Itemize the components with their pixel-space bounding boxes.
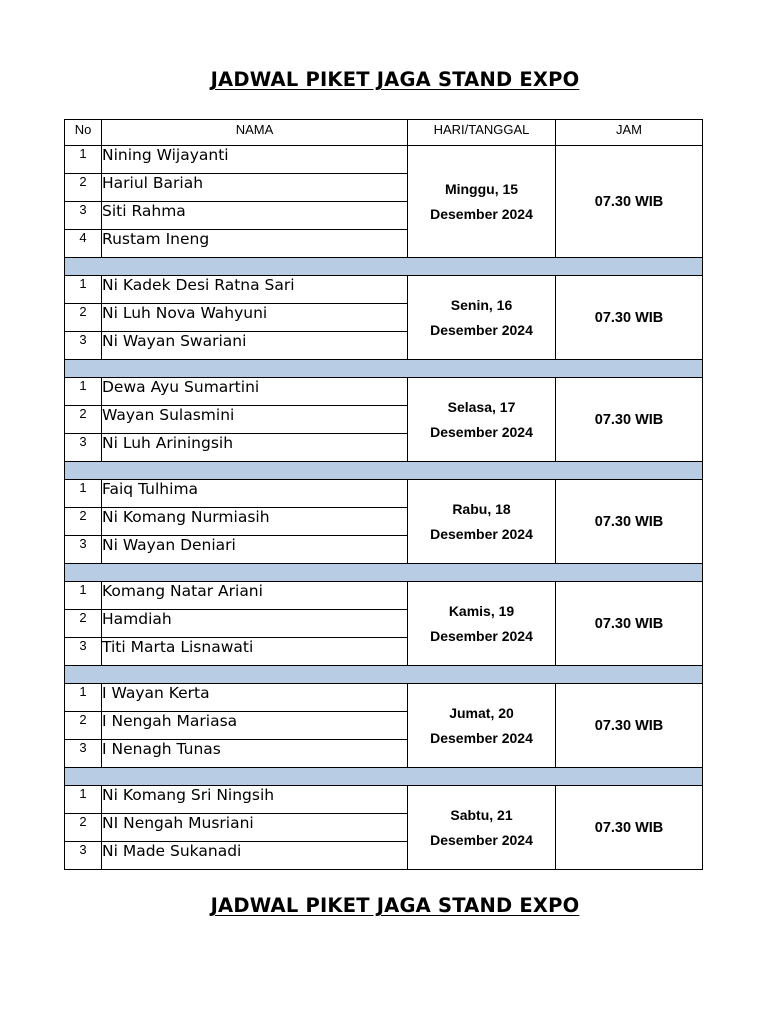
row-number: 1 [65,786,102,814]
member-name: I Nenagh Tunas [102,740,408,768]
separator-cell [65,360,703,378]
member-name: Ni Luh Ariningsih [102,434,408,462]
day-date-cell [408,582,556,666]
row-number: 4 [65,230,102,258]
day-date-cell [408,378,556,462]
member-name: NI Nengah Musriani [102,814,408,842]
row-number: 1 [65,276,102,304]
header-jam: JAM [556,120,703,146]
member-name: Hariul Bariah [102,174,408,202]
day-label: Selasa, 17 [447,398,516,415]
time-cell: 07.30 WIB [556,582,703,666]
table-row [65,582,703,610]
day-date-cell [408,480,556,564]
header-row [65,120,703,146]
group-separator [65,768,703,786]
member-name: Ni Komang Sri Ningsih [102,786,408,814]
member-name: Ni Wayan Deniari [102,536,408,564]
row-number: 3 [65,332,102,360]
member-name: Ni Kadek Desi Ratna Sari [102,276,408,304]
member-name: Dewa Ayu Sumartini [102,378,408,406]
member-name: Wayan Sulasmini [102,406,408,434]
time-cell: 07.30 WIB [556,480,703,564]
time-cell: 07.30 WIB [556,276,703,360]
day-label: Senin, 16 [450,296,513,313]
day-date-cell [408,786,556,870]
row-number: 2 [65,814,102,842]
member-name: Ni Luh Nova Wahyuni [102,304,408,332]
day-label: Sabtu, 21 [450,806,513,823]
member-name: I Nengah Mariasa [102,712,408,740]
day-date-cell [408,146,556,258]
time-cell: 07.30 WIB [556,378,703,462]
time-cell: 07.30 WIB [556,684,703,768]
date-label: Desember 2024 [430,831,533,848]
member-name: Ni Wayan Swariani [102,332,408,360]
header-hari-tanggal: HARI/TANGGAL [408,120,556,146]
page-title: JADWAL PIKET JAGA STAND EXPO [210,68,580,91]
date-label: Desember 2024 [430,525,533,542]
row-number: 1 [65,582,102,610]
day-label: Kamis, 19 [448,602,515,619]
row-number: 3 [65,434,102,462]
row-number: 3 [65,842,102,870]
row-number: 3 [65,536,102,564]
group-separator [65,360,703,378]
day-date-cell [408,684,556,768]
member-name: Nining Wijayanti [102,146,408,174]
member-name: Ni Made Sukanadi [102,842,408,870]
row-number: 1 [65,480,102,508]
date-label: Desember 2024 [430,729,533,746]
member-name: Titi Marta Lisnawati [102,638,408,666]
day-date-cell [408,276,556,360]
time-cell: 07.30 WIB [556,146,703,258]
member-name: Hamdiah [102,610,408,638]
separator-cell [65,258,703,276]
day-label: Jumat, 20 [449,704,514,721]
row-number: 2 [65,406,102,434]
row-number: 1 [65,684,102,712]
date-label: Desember 2024 [430,205,533,222]
member-name: Siti Rahma [102,202,408,230]
separator-cell [65,564,703,582]
row-number: 3 [65,740,102,768]
row-number: 2 [65,304,102,332]
table-row [65,684,703,712]
table-row [65,480,703,508]
member-name: Ni Komang Nurmiasih [102,508,408,536]
row-number: 3 [65,202,102,230]
date-label: Desember 2024 [430,627,533,644]
row-number: 1 [65,146,102,174]
table-row [65,378,703,406]
row-number: 2 [65,508,102,536]
member-name: I Wayan Kerta [102,684,408,712]
member-name: Faiq Tulhima [102,480,408,508]
table-row [65,786,703,814]
separator-cell [65,768,703,786]
group-separator [65,462,703,480]
time-cell: 07.30 WIB [556,786,703,870]
group-separator [65,258,703,276]
table-row [65,146,703,174]
row-number: 1 [65,378,102,406]
row-number: 2 [65,610,102,638]
member-name: Komang Natar Ariani [102,582,408,610]
header-no: No [65,120,102,146]
row-number: 2 [65,174,102,202]
header-nama: NAMA [102,120,408,146]
row-number: 3 [65,638,102,666]
table-row [65,276,703,304]
separator-cell [65,666,703,684]
date-label: Desember 2024 [430,321,533,338]
row-number: 2 [65,712,102,740]
day-label: Minggu, 15 [444,180,519,197]
separator-cell [65,462,703,480]
group-separator [65,666,703,684]
day-label: Rabu, 18 [452,500,511,517]
date-label: Desember 2024 [430,423,533,440]
page-title-repeat: JADWAL PIKET JAGA STAND EXPO [210,894,580,917]
schedule-body [65,146,703,870]
group-separator [65,564,703,582]
member-name: Rustam Ineng [102,230,408,258]
schedule-table [64,119,703,870]
